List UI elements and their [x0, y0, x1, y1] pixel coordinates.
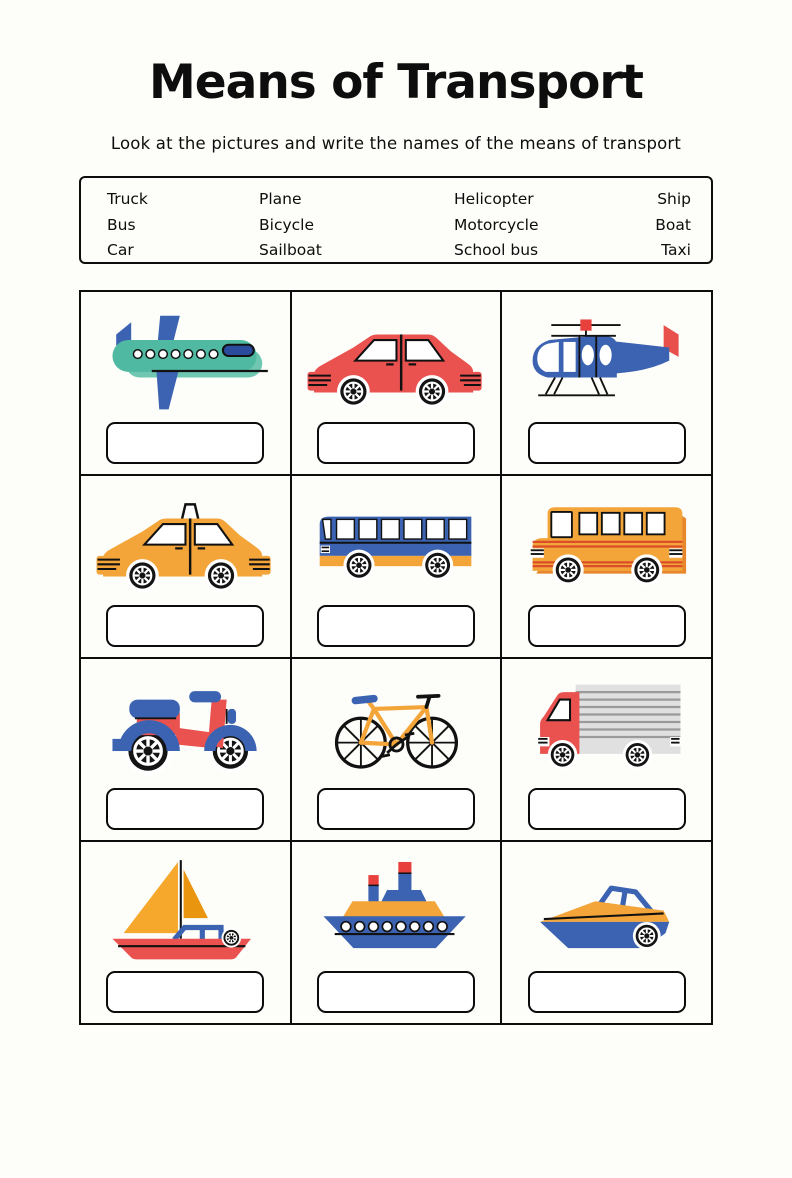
- school-bus-icon: [505, 481, 709, 598]
- instructions: Look at the pictures and write the names of the means of transport: [110, 134, 682, 154]
- grid-cell-taxi: [80, 475, 291, 658]
- grid-cell-car: [291, 291, 502, 474]
- car-icon: [294, 297, 498, 414]
- grid-cell-sailboat: [80, 841, 291, 1024]
- ship-icon: [294, 847, 498, 964]
- worksheet-grid: [79, 290, 713, 1025]
- word-bank: [79, 176, 713, 264]
- bus-icon: [294, 481, 498, 598]
- answer-input-bicycle[interactable]: [317, 788, 475, 830]
- answer-input-truck[interactable]: [528, 788, 686, 830]
- plane-icon: [83, 297, 287, 414]
- word-bank-item: Ship: [657, 190, 691, 209]
- sailboat-icon: [83, 847, 287, 964]
- grid-cell-motorcycle: [80, 658, 291, 841]
- word-bank-item: Bus: [107, 215, 136, 234]
- answer-input-plane[interactable]: [106, 422, 264, 464]
- answer-input-helicopter[interactable]: [528, 422, 686, 464]
- word-bank-item: Helicopter: [454, 190, 534, 209]
- answer-input-taxi[interactable]: [106, 605, 264, 647]
- bicycle-icon: [294, 664, 498, 781]
- answer-input-ship[interactable]: [317, 971, 475, 1013]
- grid-cell-bus: [291, 475, 502, 658]
- word-bank-item: Plane: [259, 190, 302, 209]
- grid-cell-school-bus: [501, 475, 712, 658]
- word-bank-item: Motorcycle: [454, 215, 539, 234]
- word-bank-item: School bus: [454, 241, 539, 260]
- word-bank-item: Car: [107, 241, 134, 260]
- answer-input-motorcycle[interactable]: [106, 788, 264, 830]
- helicopter-icon: [505, 297, 709, 414]
- boat-icon: [505, 847, 709, 964]
- word-bank-item: Bicycle: [259, 215, 314, 234]
- grid-cell-bicycle: [291, 658, 502, 841]
- worksheet-page: [0, 55, 792, 1178]
- motorcycle-icon: [83, 664, 287, 781]
- word-bank-item: Boat: [655, 215, 691, 234]
- answer-input-bus[interactable]: [317, 605, 475, 647]
- taxi-icon: [83, 481, 287, 598]
- word-bank-item: Truck: [107, 190, 148, 209]
- grid-cell-boat: [501, 841, 712, 1024]
- grid-cell-plane: [80, 291, 291, 474]
- grid-cell-truck: [501, 658, 712, 841]
- answer-input-sailboat[interactable]: [106, 971, 264, 1013]
- grid-cell-helicopter: [501, 291, 712, 474]
- truck-icon: [505, 664, 709, 781]
- word-bank-item: Taxi: [661, 241, 691, 260]
- grid-cell-ship: [291, 841, 502, 1024]
- answer-input-boat[interactable]: [528, 971, 686, 1013]
- answer-input-car[interactable]: [317, 422, 475, 464]
- page-title: Means of Transport: [148, 55, 644, 110]
- word-bank-item: Sailboat: [259, 241, 322, 260]
- answer-input-school-bus[interactable]: [528, 605, 686, 647]
